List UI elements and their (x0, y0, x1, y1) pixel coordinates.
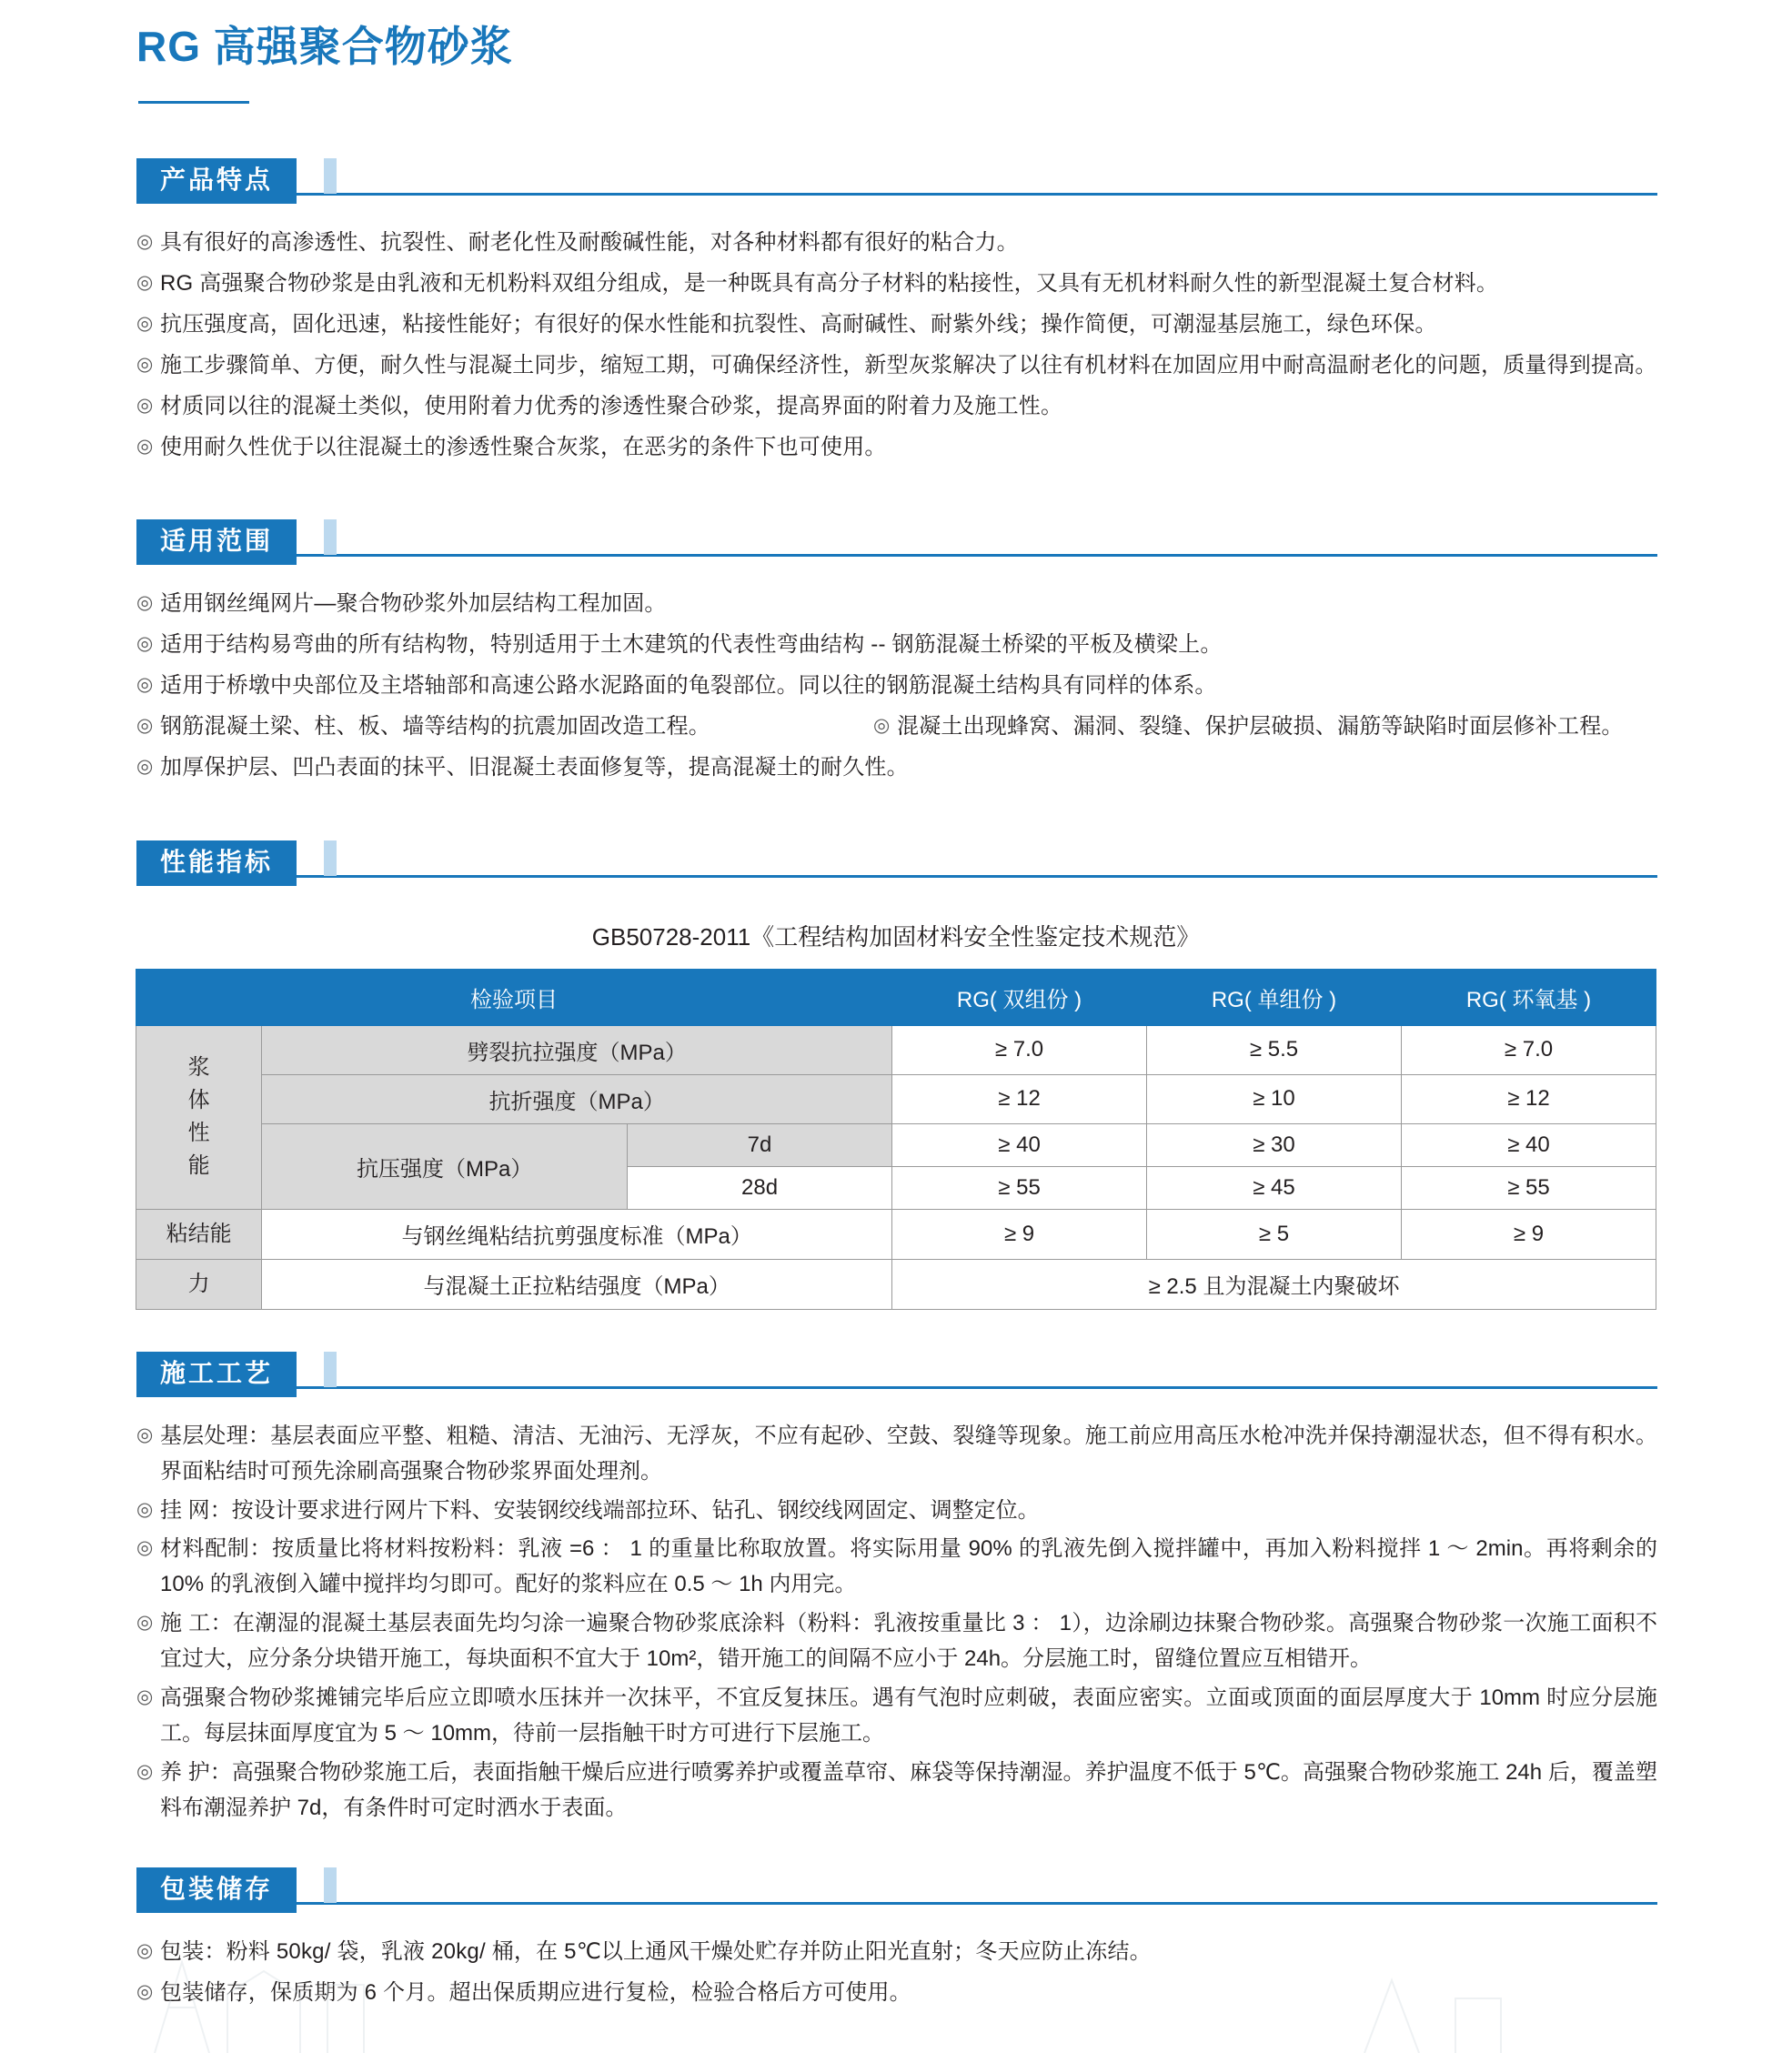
bullet-icon: ◎ (136, 633, 154, 655)
section-title-features: 产品特点 (136, 158, 297, 204)
col-header-one-component: RG( 单组份 ) (1147, 969, 1402, 1025)
bullet-icon: ◎ (136, 755, 154, 777)
row-item-name: 抗压强度（MPa） (262, 1123, 628, 1209)
section-bar (136, 875, 1657, 878)
list-item-text: 施 工：在潮湿的混凝土基层表面先均匀涂一遍聚合物砂浆底涂料（粉料：乳液按重量比 3 ： 1），边涂刷边抹聚合物砂浆。高强聚合物砂浆一次施工面积不宜过大，应分条分块错开施工，每块面积不宜大于 10m²，错开施工的间隔不应小于 24h。分层施工时，留缝位置应互相错开。 (160, 1611, 1657, 1672)
list-item (136, 348, 1657, 384)
section-title-packaging: 包装储存 (136, 1867, 297, 1913)
row-item-name: 抗折强度（MPa） (262, 1074, 892, 1123)
cell-value: ≥ 5.5 (1147, 1025, 1402, 1074)
list-item-text: 具有很好的高渗透性、抗裂性、耐老化性及耐酸碱性能，对各种材料都有很好的粘合力。 (160, 230, 1019, 256)
bullet-icon: ◎ (136, 1686, 154, 1707)
cell-value: ≥ 5 (1147, 1209, 1402, 1259)
section-tab-tail (324, 519, 337, 555)
list-item (136, 709, 873, 745)
list-item (136, 628, 1657, 663)
list-item-text: 包装：粉料 50kg/ 袋，乳液 20kg/ 桶，在 5℃以上通风干燥处贮存并防止阳光直射；冬天应防止冻结。 (160, 1939, 1152, 1965)
list-item-text: RG 高强聚合物砂浆是由乳液和无机粉料双组分组成，是一种既具有高分子材料的粘接性，又具有无机材料耐久性的新型混凝土复合材料。 (160, 271, 1499, 297)
cell-value: ≥ 10 (1147, 1074, 1402, 1123)
list-item (136, 1532, 1657, 1603)
section-header-craft (136, 1352, 1792, 1399)
list-item (136, 587, 1657, 622)
list-item-text: 施工步骤简单、方便，耐久性与混凝土同步，缩短工期，可确保经济性，新型灰浆解决了以往有机材料在加固应用中耐高温耐老化的问题，质量得到提高。 (160, 352, 1657, 377)
list-item-text: 高强聚合物砂浆摊铺完毕后应立即喷水压抹并一次抹平，不宜反复抹压。遇有气泡时应刺破，表面应密实。立面或顶面的面层厚度大于 10mm 时应分层施工。每层抹面厚度宜为 5 ～ 10mm，待前一层指触干时方可进行下层施工。 (160, 1685, 1657, 1746)
section-title-performance: 性能指标 (136, 840, 297, 886)
section-header-performance (136, 840, 1792, 888)
group-label-char: 体 (187, 1088, 210, 1113)
list-item (136, 1756, 1657, 1827)
cell-value: ≥ 12 (1401, 1074, 1656, 1123)
col-header-epoxy: RG( 环氧基 ) (1401, 969, 1656, 1025)
cell-value: ≥ 40 (1401, 1123, 1656, 1166)
bullet-icon: ◎ (136, 1424, 154, 1445)
cell-value: ≥ 12 (892, 1074, 1147, 1123)
bullet-icon: ◎ (136, 1498, 154, 1520)
bullet-icon: ◎ (136, 1537, 154, 1559)
list-item-text: 材料配制：按质量比将材料按粉料：乳液 =6 ： 1 的重量比称取放置。将实际用量 90% 的乳液先倒入搅拌罐中，再加入粉料搅拌 1 ～ 2min。再将剩余的 10% 的乳液倒入罐中搅拌均匀即可。配好的浆料应在 0.5 ～ 1h 内用完。 (160, 1536, 1657, 1597)
list-item (136, 1494, 1657, 1529)
craft-list (136, 1419, 1657, 1827)
bullet-icon: ◎ (136, 394, 154, 416)
scope-list (136, 587, 1657, 785)
col-header-item: 检验项目 (136, 969, 892, 1025)
table-row (136, 1209, 1656, 1259)
list-item (873, 709, 1657, 745)
table-header-row (136, 969, 1656, 1025)
bullet-icon: ◎ (136, 353, 154, 375)
row-group-label-bond: 粘结能 (136, 1209, 262, 1259)
list-item (136, 1976, 1657, 2011)
bullet-icon: ◎ (136, 1981, 154, 2003)
list-item-pair (136, 709, 1657, 750)
page-title: RG 高强聚合物砂浆 (136, 23, 513, 70)
section-header-scope (136, 519, 1792, 567)
packaging-list (136, 1935, 1657, 2011)
list-item-text: 加厚保护层、凹凸表面的抹平、旧混凝土表面修复等，提高混凝土的耐久性。 (160, 754, 909, 780)
list-item (136, 669, 1657, 704)
performance-table (136, 969, 1656, 1310)
cell-value: ≥ 55 (1401, 1166, 1656, 1209)
row-item-name: 与混凝土正拉粘结强度（MPa） (262, 1259, 892, 1309)
list-item (136, 267, 1657, 302)
bullet-icon: ◎ (136, 272, 154, 294)
table-caption: GB50728-2011《工程结构加固材料安全性鉴定技术规范》 (591, 922, 1201, 951)
list-item (136, 1681, 1657, 1752)
list-item-text: 养 护：高强聚合物砂浆施工后，表面指触干燥后应进行喷雾养护或覆盖草帘、麻袋等保持潮湿。养护温度不低于 5℃。高强聚合物砂浆施工 24h 后，覆盖塑料布潮湿养护 7d，有条件时可定时洒水于表面。 (160, 1759, 1657, 1820)
title-underline (138, 101, 249, 104)
list-item-text: 适用于桥墩中央部位及主塔轴部和高速公路水泥路面的龟裂部位。同以往的钢筋混凝土结构具有同样的体系。 (160, 673, 1217, 699)
list-item (136, 1606, 1657, 1677)
table-row (136, 1025, 1656, 1074)
bullet-icon: ◎ (136, 1940, 154, 1962)
section-bar (136, 554, 1657, 557)
row-group-label-bond: 力 (136, 1259, 262, 1309)
cell-value: ≥ 30 (1147, 1123, 1402, 1166)
cell-value-merged: ≥ 2.5 且为混凝土内聚破坏 (892, 1259, 1656, 1309)
section-tab-tail (324, 158, 337, 194)
table-body (136, 1025, 1656, 1309)
document-page (0, 22, 1792, 2053)
bullet-icon: ◎ (136, 674, 154, 696)
bullet-icon: ◎ (873, 715, 891, 737)
cell-value: ≥ 9 (1401, 1209, 1656, 1259)
table-head (136, 969, 1656, 1025)
table-row (136, 1123, 1656, 1166)
list-item-text: 混凝土出现蜂窝、漏洞、裂缝、保护层破损、漏筋等缺陷时面层修补工程。 (897, 714, 1624, 740)
bullet-icon: ◎ (136, 435, 154, 457)
cell-value: ≥ 9 (892, 1209, 1147, 1259)
section-tab-tail (324, 1867, 337, 1903)
list-item-text: 抗压强度高，固化迅速，粘接性能好；有很好的保水性能和抗裂性、高耐碱性、耐紫外线；操作简便，可潮湿基层施工，绿色环保。 (160, 311, 1437, 337)
bullet-icon: ◎ (136, 1612, 154, 1634)
bullet-icon: ◎ (136, 1760, 154, 1782)
col-header-two-component: RG( 双组份 ) (892, 969, 1147, 1025)
list-item-text: 挂 网：按设计要求进行网片下料、安装钢绞线端部拉环、钻孔、钢绞线网固定、调整定位。 (160, 1497, 1040, 1523)
cell-value: ≥ 7.0 (892, 1025, 1147, 1074)
section-tab-tail (324, 1352, 337, 1387)
cell-value: ≥ 55 (892, 1166, 1147, 1209)
bullet-icon: ◎ (136, 592, 154, 614)
section-bar (136, 1386, 1657, 1389)
list-item-text: 钢筋混凝土梁、柱、板、墙等结构的抗震加固改造工程。 (160, 714, 710, 740)
section-title-craft: 施工工艺 (136, 1352, 297, 1397)
group-label-char: 性 (187, 1121, 210, 1146)
section-title-scope: 适用范围 (136, 519, 297, 565)
row-sub-label: 28d (628, 1166, 892, 1209)
list-item-text: 材质同以往的混凝土类似，使用附着力优秀的渗透性聚合砂浆，提高界面的附着力及施工性。 (160, 393, 1063, 418)
row-sub-label: 7d (628, 1123, 892, 1166)
list-item (136, 1419, 1657, 1490)
list-item-text: 基层处理：基层表面应平整、粗糙、清洁、无油污、无浮灰，不应有起砂、空鼓、裂缝等现象。施工前应用高压水枪冲洗并保持潮湿状态，但不得有积水。界面粘结时可预先涂刷高强聚合物砂浆界面处理剂。 (160, 1423, 1657, 1484)
list-item (136, 750, 1657, 786)
list-item-text: 使用耐久性优于以往混凝土的渗透性聚合灰浆，在恶劣的条件下也可使用。 (160, 434, 887, 459)
list-item-text: 适用钢丝绳网片—聚合物砂浆外加层结构工程加固。 (160, 591, 667, 617)
section-bar (136, 1902, 1657, 1905)
list-item (136, 430, 1657, 466)
list-item (136, 1935, 1657, 1970)
group-label-char: 能 (187, 1153, 210, 1179)
row-item-name: 劈裂抗拉强度（MPa） (262, 1025, 892, 1074)
section-header-features (136, 158, 1792, 206)
bullet-icon: ◎ (136, 231, 154, 253)
list-item-text: 包装储存，保质期为 6 个月。超出保质期应进行复检，检验合格后方可使用。 (160, 1980, 911, 2006)
table-row (136, 1259, 1656, 1309)
section-bar (136, 193, 1657, 196)
bullet-icon: ◎ (136, 312, 154, 334)
list-item (136, 307, 1657, 343)
list-item (136, 389, 1657, 425)
list-item (136, 226, 1657, 261)
section-tab-tail (324, 840, 337, 876)
table-row (136, 1074, 1656, 1123)
cell-value: ≥ 45 (1147, 1166, 1402, 1209)
bullet-icon: ◎ (136, 715, 154, 737)
section-header-packaging (136, 1867, 1792, 1915)
list-item-text: 适用于结构易弯曲的所有结构物，特别适用于土木建筑的代表性弯曲结构 -- 钢筋混凝土桥梁的平板及横梁上。 (160, 632, 1223, 658)
cell-value: ≥ 7.0 (1401, 1025, 1656, 1074)
features-list (136, 226, 1657, 465)
group-label-char: 浆 (187, 1055, 210, 1081)
row-item-name: 与钢丝绳粘结抗剪强度标准（MPa） (262, 1209, 892, 1259)
row-group-label-slurry (136, 1025, 262, 1209)
cell-value: ≥ 40 (892, 1123, 1147, 1166)
